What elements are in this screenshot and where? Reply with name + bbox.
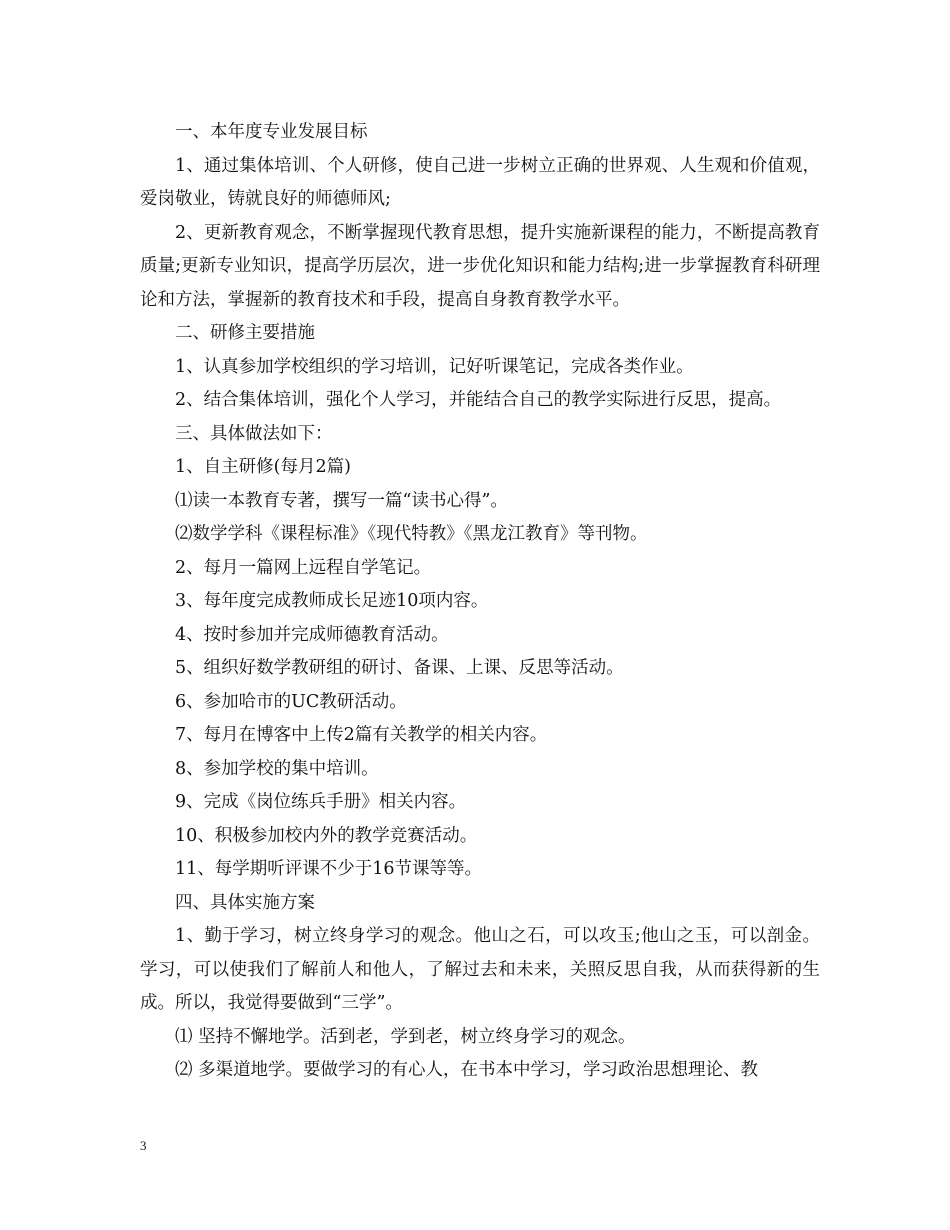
list-item: 7、每月在博客中上传2篇有关教学的相关内容。	[175, 725, 548, 745]
list-item: 4、按时参加并完成师德教育活动。	[175, 624, 449, 645]
paragraph: 1、通过集体培训、个人研修，使自己进一步树立正确的世界观、人生观和价值观，爱岗敬业，铸就良好的师德师风;	[140, 155, 820, 209]
document-body	[140, 116, 820, 1088]
page-number: 3	[140, 1138, 147, 1153]
list-item: ⑴ 坚持不懈地学。活到老，学到老，树立终身学习的观念。	[175, 1026, 636, 1047]
paragraph: 1、勤于学习，树立终身学习的观念。他山之石，可以攻玉;他山之玉，可以剖金。学习，可以使我们了解前人和他人，了解过去和未来，关照反思自我，从而获得新的生成。所以，我觉得要做到“三学”。	[140, 926, 820, 1013]
list-item: ⑴读一本教育专著，撰写一篇“读书心得”。	[175, 490, 508, 511]
list-item: 5、组织好数学教研组的研讨、备课、上课、反思等活动。	[175, 658, 624, 678]
section-heading-1: 一、本年度专业发展目标	[175, 122, 368, 142]
paragraph: 2、更新教育观念，不断掌握现代教育思想，提升实施新课程的能力，不断提高教育质量;更新专业知识，提高学历层次，进一步优化知识和能力结构;进一步掌握教育科研理论和方法，掌握新的教育技术和手段，提高自身教育教学水平。	[140, 222, 820, 310]
list-item: ⑵数学学科《课程标准》《现代特教》《黑龙江教育》等刊物。	[175, 524, 648, 544]
list-item: 8、参加学校的集中培训。	[175, 758, 379, 779]
list-item: 3、每年度完成教师成长足迹10项内容。	[175, 591, 489, 611]
section-heading-2: 二、研修主要措施	[175, 323, 315, 343]
list-item: 10、积极参加校内外的教学竞赛活动。	[175, 825, 478, 846]
list-item: 11、每学期听评课不少于16节课等等。	[175, 859, 483, 879]
list-item: 1、自主研修(每月2篇)	[175, 457, 351, 477]
section-heading-3: 三、具体做法如下：	[175, 423, 333, 444]
list-item: 6、参加哈市的UC教研活动。	[175, 691, 407, 712]
paragraph: 2、结合集体培训，强化个人学习，并能结合自己的教学实际进行反思，提高。	[175, 390, 782, 410]
list-item: ⑵ 多渠道地学。要做学习的有心人，在书本中学习，学习政治思想理论、教	[175, 1060, 759, 1080]
list-item: 2、每月一篇网上远程自学笔记。	[175, 557, 432, 578]
paragraph: 1、认真参加学校组织的学习培训，记好听课笔记，完成各类作业。	[175, 356, 694, 377]
section-heading-4: 四、具体实施方案	[175, 892, 315, 913]
list-item: 9、完成《岗位练兵手册》相关内容。	[175, 792, 467, 812]
